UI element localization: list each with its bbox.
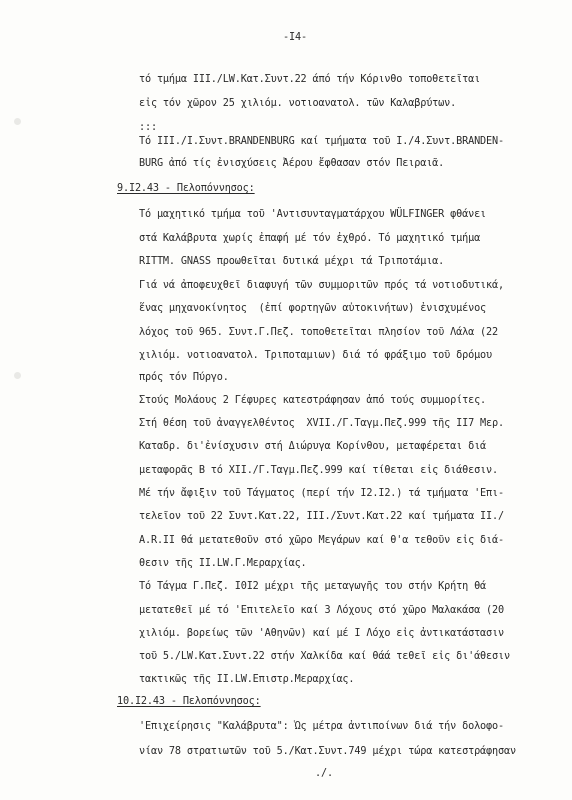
- text-line: Στούς Μολάους 2 Γέφυρες κατεστράφησαν ἀπό τούς συμμορίτες.: [139, 395, 487, 406]
- text-line: τό τμήμα III./LW.Κατ.Συντ.22 άπό τήν Κόρινθο τοποθετεῖται: [139, 74, 481, 85]
- text-line: Στή θέση τοῦ ἀναγγελθέντος XVII./Γ.Ταγμ.Πεζ.999 τῆς II7 Μερ.: [139, 418, 504, 429]
- text-line: RITTM. GNASS προωθεῖται δυτικά μέχρι τά Τριποτάμια.: [139, 256, 445, 267]
- text-line: BURG ἀπό τίς ἐνισχύσεις Ἀέρου ἔφθασαν στόν Πειραιᾶ.: [139, 158, 445, 169]
- text-line: τοῦ 5./LW.Κατ.Συντ.22 στήν Χαλκίδα καί θάά τεθεῖ εἰς δι'άθεσιν: [139, 651, 510, 662]
- text-line: πρός τόν Πύργο.: [139, 372, 229, 383]
- text-line: 'Επιχείρησις "Καλάβρυτα": Ὡς μέτρα ἀντιποίνων διά τήν δολοφο-: [139, 721, 504, 732]
- text-line: νίαν 78 στρατιωτῶν τοῦ 5./Κατ.Συντ.749 μέχρι τώρα κατεστράφησαν: [139, 746, 516, 757]
- text-line: τακτικῶς τῆς II.LW.Επιστρ.Μεραρχίας.: [139, 674, 355, 685]
- text-line: στά Καλάβρυτα χωρίς ἐπαφή μέ τόν ἐχθρό. Τό μαχητικό τμήμα: [139, 233, 481, 244]
- punch-hole: [14, 118, 21, 125]
- text-line: Μέ τήν ἄφιξιν τοῦ Τάγματος (περί τήν I2.I2.) τά τμήματα 'Επι-: [139, 488, 504, 499]
- text-line: Γιά νά ἀποφευχθεῖ διαφυγή τῶν συμμοριτῶν πρός τά νοτιοδυτικά,: [139, 280, 504, 291]
- text-line: μετατεθεῖ μέ τό 'Επιτελεῖο καί 3 Λόχους στό χῶρο Μαλακάσα (20: [139, 605, 504, 616]
- text-line: A.R.II θά μετατεθοῦν στό χῶρο Μεγάρων καί θ'α τεθοῦν εἰς διά-: [139, 535, 504, 546]
- text-line: χιλιόμ. νοτιοανατολ. Τριποταμιων) διά τό φράξιμο τοῦ δρόμου: [139, 350, 493, 361]
- text-line: μεταφορᾶς Β τό XII./Γ.Ταγμ.Πεζ.999 καί τίθεται εἰς διάθεσιν.: [139, 465, 499, 476]
- text-line: θεσιν τῆς II.LW.Γ.Μεραρχίας.: [139, 558, 307, 569]
- punch-hole: [14, 372, 21, 379]
- text-line: Τό III./I.Συντ.BRANDENBURG καί τμήματα τοῦ Ι./4.Συντ.BRANDEN-: [139, 136, 504, 147]
- text-line: Καταδρ. δι'ἐνίσχυσιν στή Διώρυγα Κορίνθου, μεταφέρεται διά: [139, 441, 487, 452]
- text-line: εἰς τόν χῶρον 25 χιλιόμ. νοτιοανατολ. τῶν Καλαβρύτων.: [139, 98, 457, 109]
- section-heading-date: 10.I2.43 - Πελοπόννησος:: [117, 696, 261, 707]
- section-heading-date: 9.I2.43 - Πελοπόννησος:: [117, 183, 255, 194]
- text-line: Τό μαχητικό τμήμα τοῦ 'Αντισυνταγματάρχου WÜLFINGER φθάνει: [139, 209, 487, 220]
- separator-mark: :::: [139, 122, 157, 133]
- continuation-mark: ./.: [315, 768, 333, 779]
- text-line: λόχος τοῦ 965. Συντ.Γ.Πεζ. τοποθετεῖται πλησίον τοῦ Λάλα (22: [139, 327, 499, 338]
- text-line: τελεῖον τοῦ 22 Συντ.Κατ.22, III./Συντ.Κατ.22 καί τμήματα II./: [139, 511, 504, 522]
- text-line: χιλιόμ. βορείως τῶν 'Αθηνῶν) καί μέ Ι Λόχο εἰς ἀντικατάστασιν: [139, 628, 504, 639]
- text-line: Τό Τάγμα Γ.Πεζ. I0I2 μέχρι τῆς μεταγωγῆς του στήν Κρήτη θά: [139, 581, 487, 592]
- text-line: ἕνας μηχανοκίνητος (ἐπί φορτηγῶν αὐτοκινήτων) ἐνισχυμένος: [139, 303, 487, 314]
- page-number: -I4-: [283, 32, 307, 43]
